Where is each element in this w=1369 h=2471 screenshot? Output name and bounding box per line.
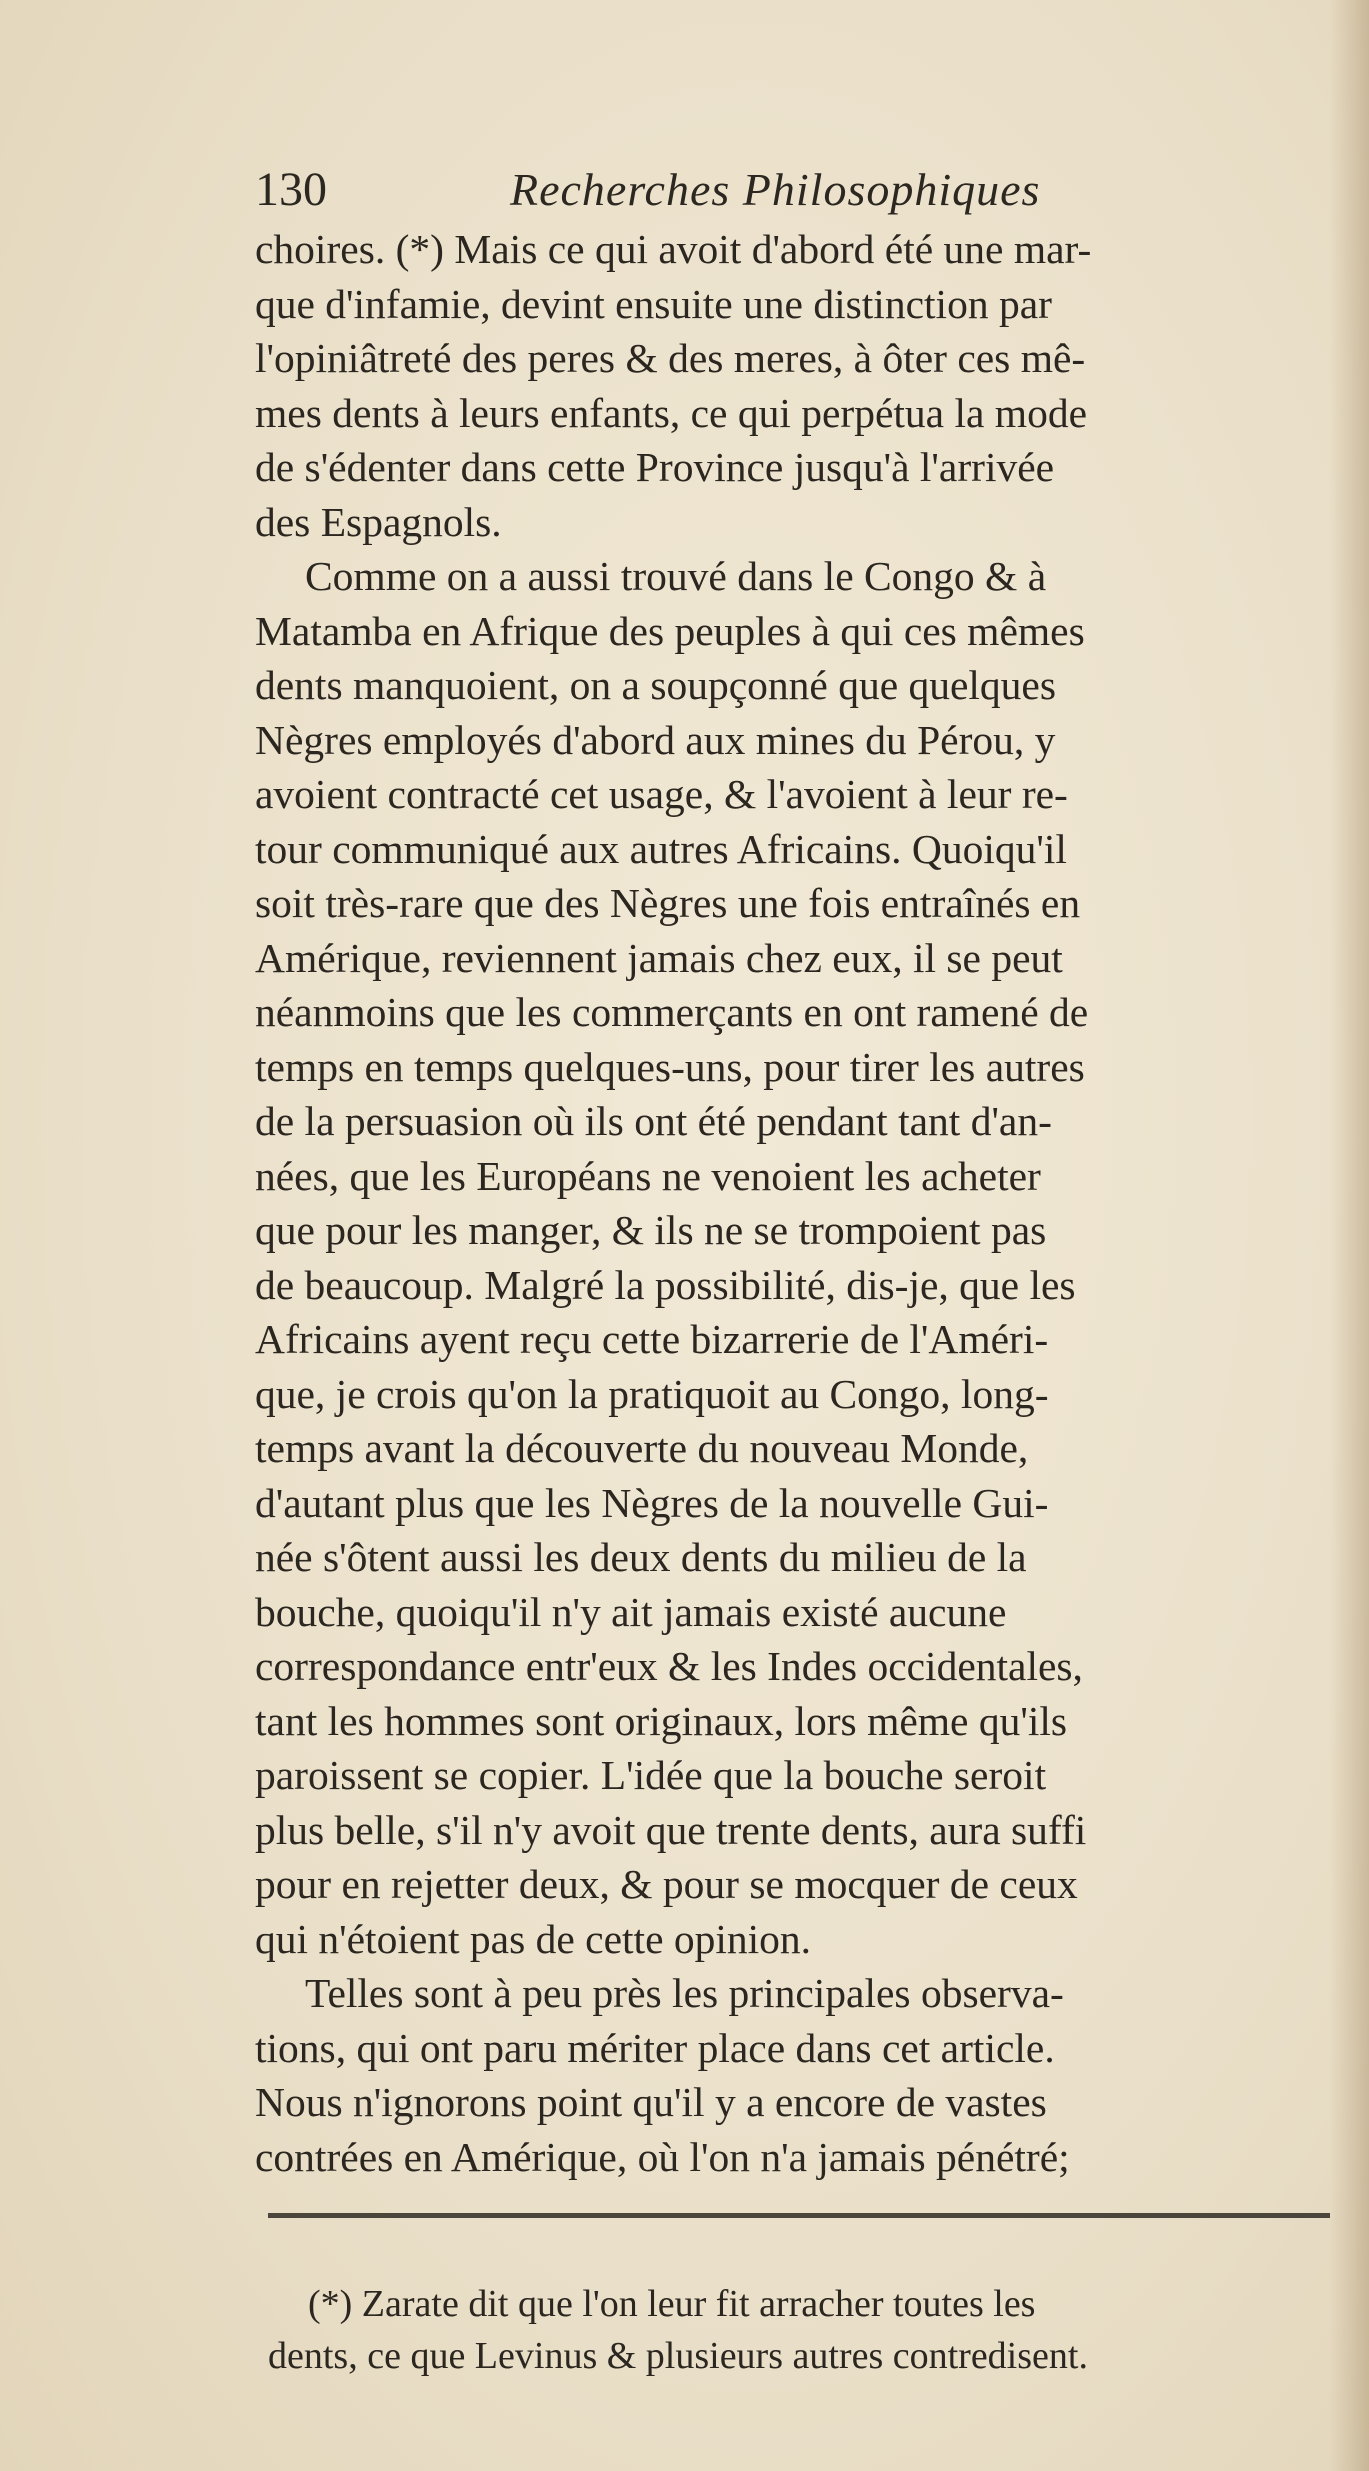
text-line: de la persuasion où ils ont été pendant tant d'an- [255, 1098, 1052, 1144]
text-line: avoient contracté cet usage, & l'avoient à leur re- [255, 771, 1068, 817]
text-line: tour communiqué aux autres Africains. Quoiqu'il [255, 825, 1067, 872]
body-text [255, 222, 1355, 2184]
text-line: Matamba en Afrique des peuples à qui ces mêmes [255, 607, 1085, 654]
text-line: Africains ayent reçu cette bizarrerie de l'Améri- [255, 1316, 1049, 1362]
text-line: correspondance entr'eux & les Indes occidentales, [255, 1643, 1083, 1689]
text-line: Nous n'ignorons point qu'il y a encore de vastes [255, 2079, 1047, 2125]
footnote-line: dents, ce que Levinus & plusieurs autres contredisent. [268, 2335, 1088, 2377]
text-line: que pour les manger, & ils ne se trompoient pas [255, 1207, 1047, 1253]
text-line: dents manquoient, on a soupçonné que quelques [255, 662, 1057, 708]
text-line: mes dents à leurs enfants, ce qui perpétua la mode [255, 389, 1088, 436]
text-line: soit très-rare que des Nègres une fois entraînés en [255, 880, 1081, 926]
paragraph-start-line: Telles sont à peu près les principales observa- [305, 1970, 1064, 2016]
text-line: nées, que les Européans ne venoient les acheter [255, 1152, 1041, 1199]
text-line: contrées en Amérique, où l'on n'a jamais pénétré; [255, 2133, 1070, 2180]
text-line: l'opiniâtreté des peres & des meres, à ôter ces mê- [255, 335, 1086, 381]
running-head [255, 160, 1155, 220]
footnote-divider [268, 2213, 1330, 2218]
text-line: néanmoins que les commerçants en ont ramené de [255, 989, 1089, 1035]
paragraph-start-line: Comme on a aussi trouvé dans le Congo & à [305, 553, 1047, 599]
text-line: pour en rejetter deux, & pour se mocquer de ceux [255, 1861, 1078, 1907]
text-line: Amérique, reviennent jamais chez eux, il se peut [255, 934, 1063, 981]
text-line: tant les hommes sont originaux, lors même qu'ils [255, 1697, 1068, 1744]
text-line: de s'édenter dans cette Province jusqu'à l'arrivée [255, 444, 1055, 490]
text-line: de beaucoup. Malgré la possibilité, dis-je, que les [255, 1261, 1076, 1308]
text-line: temps avant la découverte du nouveau Monde, [255, 1425, 1029, 1471]
text-line: des Espagnols. [255, 498, 502, 545]
text-line: que, je crois qu'on la pratiquoit au Congo, long- [255, 1370, 1049, 1417]
text-line: tions, qui ont paru mériter place dans cet article. [255, 2024, 1055, 2071]
footnote-line: (*) Zarate dit que l'on leur fit arracher toutes les [308, 2283, 1036, 2325]
text-line: qui n'étoient pas de cette opinion. [255, 1915, 812, 1962]
page-number: 130 [255, 163, 327, 216]
text-line: bouche, quoiqu'il n'y ait jamais existé aucune [255, 1588, 1007, 1635]
text-line: paroissent se copier. L'idée que la bouche seroit [255, 1752, 1047, 1798]
footnote [268, 2278, 1358, 2382]
text-line: que d'infamie, devint ensuite une distinction par [255, 280, 1052, 327]
text-line: Nègres employés d'abord aux mines du Pérou, y [255, 716, 1056, 763]
text-line: plus belle, s'il n'y avoit que trente dents, aura suffi [255, 1806, 1087, 1853]
running-title: Recherches Philosophiques [510, 164, 1041, 215]
text-line: d'autant plus que les Nègres de la nouvelle Gui- [255, 1479, 1049, 1526]
text-line: née s'ôtent aussi les deux dents du milieu de la [255, 1534, 1027, 1580]
text-line: temps en temps quelques-uns, pour tirer les autres [255, 1043, 1085, 1090]
text-line: choires. (*) Mais ce qui avoit d'abord été une mar- [255, 226, 1092, 272]
